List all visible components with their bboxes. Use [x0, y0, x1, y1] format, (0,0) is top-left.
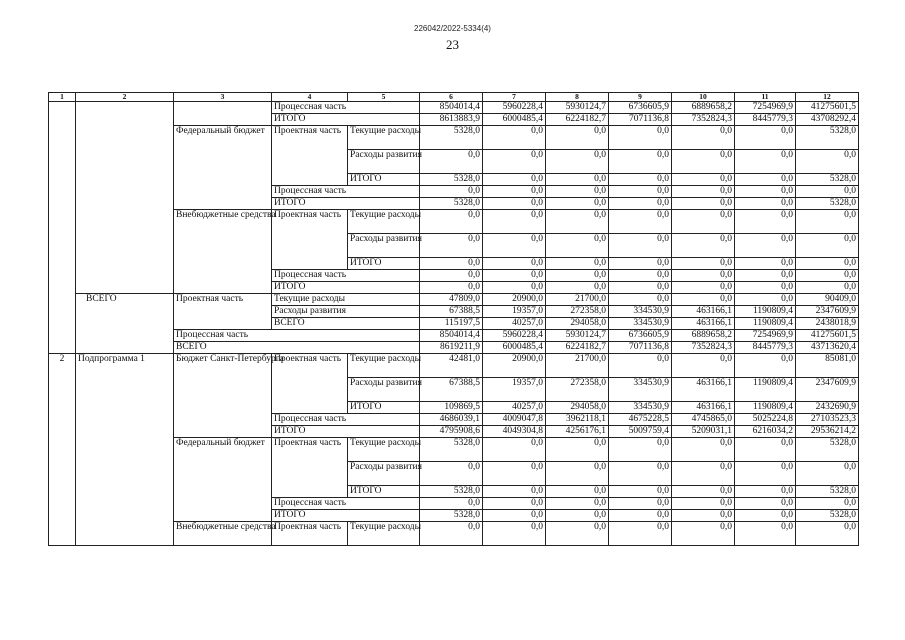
- cell-value: 294058,0: [546, 318, 609, 330]
- cell-expense-type: Текущие расходы: [348, 210, 420, 234]
- table-body: [49, 102, 859, 546]
- cell-value: 47809,0: [420, 294, 483, 306]
- cell-expense-type: Текущие расходы: [348, 126, 420, 150]
- cell-label: Процессная часть: [272, 498, 420, 510]
- cell-part: Проектная часть: [272, 438, 348, 498]
- cell-value: 0,0: [609, 126, 672, 150]
- cell-expense-type: ИТОГО: [348, 258, 420, 270]
- cell-label: Процессная часть: [272, 270, 420, 282]
- cell-value: 0,0: [609, 186, 672, 198]
- cell-value: 0,0: [796, 234, 859, 258]
- cell-label: Текущие расходы: [272, 294, 420, 306]
- cell-value: 5930124,7: [546, 330, 609, 342]
- cell-value: 2347609,9: [796, 306, 859, 318]
- cell-value: 20900,0: [483, 354, 546, 378]
- cell-value: 0,0: [609, 258, 672, 270]
- cell-value: 0,0: [420, 258, 483, 270]
- cell-value: 43713620,4: [796, 342, 859, 354]
- cell-value: 0,0: [672, 354, 735, 378]
- cell-value: 0,0: [420, 462, 483, 486]
- cell-value: 27103523,3: [796, 414, 859, 426]
- cell-value: 0,0: [483, 510, 546, 522]
- cell-part: Проектная часть: [272, 126, 348, 186]
- cell-value: 334530,9: [609, 306, 672, 318]
- cell-value: 115197,5: [420, 318, 483, 330]
- cell-value: 0,0: [672, 462, 735, 486]
- cell-value: 334530,9: [609, 402, 672, 414]
- cell-value: 0,0: [672, 210, 735, 234]
- cell-value: 0,0: [546, 510, 609, 522]
- cell-value: 19357,0: [483, 306, 546, 318]
- cell-label: Процессная часть: [174, 330, 420, 342]
- cell-value: 0,0: [735, 198, 796, 210]
- cell-value: 0,0: [735, 258, 796, 270]
- cell-value: 0,0: [735, 126, 796, 150]
- cell-value: 0,0: [546, 210, 609, 234]
- cell-expense-type: ИТОГО: [348, 402, 420, 414]
- cell-value: 0,0: [546, 186, 609, 198]
- cell-expense-type: Текущие расходы: [348, 354, 420, 378]
- cell-label: ИТОГО: [272, 282, 420, 294]
- cell-value: 0,0: [546, 150, 609, 174]
- cell-value: 0,0: [796, 270, 859, 282]
- cell-value: 0,0: [609, 234, 672, 258]
- cell-value: 0,0: [483, 522, 546, 546]
- cell-value: 85081,0: [796, 354, 859, 378]
- cell-value: 0,0: [483, 234, 546, 258]
- cell-value: 4009047,8: [483, 414, 546, 426]
- cell-value: 0,0: [796, 150, 859, 174]
- cell-value: 0,0: [546, 234, 609, 258]
- cell-value: 0,0: [796, 258, 859, 270]
- cell-value: 0,0: [735, 498, 796, 510]
- cell-value: 0,0: [796, 498, 859, 510]
- cell-value: 0,0: [796, 282, 859, 294]
- cell-value: 0,0: [672, 234, 735, 258]
- cell-value: 0,0: [735, 234, 796, 258]
- cell-value: 5025224,8: [735, 414, 796, 426]
- cell-value: 5328,0: [420, 198, 483, 210]
- cell-value: 7071136,8: [609, 342, 672, 354]
- col-header: 8: [546, 93, 609, 102]
- cell-value: 0,0: [672, 498, 735, 510]
- cell-expense-type: Текущие расходы: [348, 438, 420, 462]
- cell-label: ИТОГО: [272, 114, 420, 126]
- cell-value: 463166,1: [672, 318, 735, 330]
- cell-value: 0,0: [672, 174, 735, 186]
- cell-value: 4686039,1: [420, 414, 483, 426]
- cell-label: Расходы развития: [272, 306, 420, 318]
- cell-value: 5209031,1: [672, 426, 735, 438]
- cell-value: 4049304,8: [483, 426, 546, 438]
- cell-value: 29536214,2: [796, 426, 859, 438]
- cell-funding-source: Внебюджетные средства: [174, 210, 272, 294]
- cell-value: 5328,0: [420, 126, 483, 150]
- cell-value: 0,0: [483, 150, 546, 174]
- cell-value: 0,0: [609, 354, 672, 378]
- cell-value: 6000485,4: [483, 342, 546, 354]
- cell-value: 0,0: [483, 438, 546, 462]
- cell-value: 463166,1: [672, 402, 735, 414]
- cell-value: 0,0: [735, 510, 796, 522]
- cell-value: 0,0: [483, 174, 546, 186]
- cell-value: 6736605,9: [609, 102, 672, 114]
- cell-value: 0,0: [672, 186, 735, 198]
- cell-value: 0,0: [483, 282, 546, 294]
- cell-value: 334530,9: [609, 378, 672, 402]
- cell-value: 0,0: [796, 210, 859, 234]
- cell-value: 0,0: [546, 282, 609, 294]
- cell-value: 5328,0: [420, 486, 483, 498]
- cell-value: 5960228,4: [483, 102, 546, 114]
- cell-value: 1190809,4: [735, 306, 796, 318]
- cell-value: 0,0: [420, 150, 483, 174]
- cell-expense-type: Расходы развития: [348, 150, 420, 174]
- col-header: 2: [76, 93, 174, 102]
- table-row: [49, 294, 859, 306]
- cell-value: 0,0: [483, 186, 546, 198]
- cell-label: Процессная часть: [272, 186, 420, 198]
- cell-value: 0,0: [546, 270, 609, 282]
- cell-value: 21700,0: [546, 294, 609, 306]
- cell-value: 0,0: [735, 486, 796, 498]
- cell-part: Проектная часть: [272, 354, 348, 414]
- cell-value: 0,0: [546, 522, 609, 546]
- cell-value: 2347609,9: [796, 378, 859, 402]
- cell-expense-type: ИТОГО: [348, 486, 420, 498]
- cell-value: 41275601,5: [796, 330, 859, 342]
- cell-value: 0,0: [420, 522, 483, 546]
- cell-value: 8613883,9: [420, 114, 483, 126]
- cell-c1: [49, 102, 76, 354]
- cell-value: 0,0: [796, 186, 859, 198]
- cell-value: 0,0: [609, 282, 672, 294]
- cell-value: 0,0: [735, 462, 796, 486]
- cell-value: 43708292,4: [796, 114, 859, 126]
- cell-value: 0,0: [672, 258, 735, 270]
- cell-value: 0,0: [672, 486, 735, 498]
- cell-value: 0,0: [735, 210, 796, 234]
- cell-value: 5328,0: [420, 510, 483, 522]
- cell-value: 8445779,3: [735, 342, 796, 354]
- cell-value: 0,0: [735, 174, 796, 186]
- cell-value: 1190809,4: [735, 318, 796, 330]
- cell-value: 0,0: [609, 210, 672, 234]
- cell-value: 6000485,4: [483, 114, 546, 126]
- cell-funding-source: Федеральный бюджет: [174, 126, 272, 210]
- cell-expense-type: Текущие расходы: [348, 522, 420, 546]
- cell-value: 67388,5: [420, 378, 483, 402]
- table-row: [49, 354, 859, 378]
- cell-value: 0,0: [609, 486, 672, 498]
- col-header: 12: [796, 93, 859, 102]
- cell-label: Процессная часть: [272, 414, 420, 426]
- col-header: 4: [272, 93, 348, 102]
- cell-value: 294058,0: [546, 402, 609, 414]
- col-header: 5: [348, 93, 420, 102]
- cell-value: 5328,0: [796, 510, 859, 522]
- table-row: [49, 102, 859, 114]
- cell-label: ИТОГО: [272, 426, 420, 438]
- cell-value: 0,0: [483, 486, 546, 498]
- cell-value: 40257,0: [483, 402, 546, 414]
- cell-value: 0,0: [735, 186, 796, 198]
- col-header: 7: [483, 93, 546, 102]
- cell-value: 109869,5: [420, 402, 483, 414]
- cell-label: ВСЕГО: [272, 318, 420, 330]
- cell-expense-type: Расходы развития: [348, 462, 420, 486]
- cell-value: 6889658,2: [672, 102, 735, 114]
- cell-section-label: ВСЕГО: [76, 294, 174, 354]
- cell-c3: [174, 102, 272, 126]
- cell-value: 0,0: [546, 126, 609, 150]
- cell-value: 7352824,3: [672, 114, 735, 126]
- cell-part: Проектная часть: [272, 210, 348, 270]
- cell-value: 5328,0: [796, 486, 859, 498]
- cell-value: 67388,5: [420, 306, 483, 318]
- cell-value: 6224182,7: [546, 114, 609, 126]
- cell-value: 4745865,0: [672, 414, 735, 426]
- cell-value: 0,0: [609, 438, 672, 462]
- cell-value: 0,0: [546, 462, 609, 486]
- cell-value: 2438018,9: [796, 318, 859, 330]
- cell-value: 0,0: [672, 150, 735, 174]
- cell-value: 0,0: [609, 462, 672, 486]
- col-header: 9: [609, 93, 672, 102]
- cell-value: 42481,0: [420, 354, 483, 378]
- cell-value: 6736605,9: [609, 330, 672, 342]
- cell-value: 0,0: [609, 150, 672, 174]
- cell-subprogram: Подпрограмма 1: [76, 354, 174, 546]
- cell-value: 0,0: [735, 270, 796, 282]
- cell-value: 5328,0: [420, 438, 483, 462]
- cell-value: 5328,0: [796, 126, 859, 150]
- cell-value: 0,0: [672, 270, 735, 282]
- cell-value: 0,0: [420, 270, 483, 282]
- cell-value: 0,0: [420, 186, 483, 198]
- cell-value: 7352824,3: [672, 342, 735, 354]
- cell-value: 0,0: [483, 270, 546, 282]
- cell-label: Процессная часть: [272, 102, 420, 114]
- cell-value: 5328,0: [796, 174, 859, 186]
- cell-value: 0,0: [420, 498, 483, 510]
- column-header-row: [49, 93, 859, 102]
- cell-value: 5960228,4: [483, 330, 546, 342]
- cell-value: 0,0: [609, 498, 672, 510]
- cell-value: 0,0: [672, 198, 735, 210]
- cell-value: 5328,0: [796, 198, 859, 210]
- cell-value: 0,0: [672, 522, 735, 546]
- cell-row-number: 2: [49, 354, 76, 546]
- cell-value: 4256176,1: [546, 426, 609, 438]
- cell-value: 4675228,5: [609, 414, 672, 426]
- cell-value: 334530,9: [609, 318, 672, 330]
- cell-value: 4795908,6: [420, 426, 483, 438]
- cell-value: 0,0: [735, 522, 796, 546]
- cell-value: 0,0: [483, 498, 546, 510]
- cell-value: 0,0: [609, 510, 672, 522]
- cell-expense-type: Расходы развития: [348, 378, 420, 402]
- cell-value: 0,0: [672, 126, 735, 150]
- cell-value: 3962118,1: [546, 414, 609, 426]
- cell-value: 0,0: [546, 498, 609, 510]
- cell-value: 1190809,4: [735, 378, 796, 402]
- cell-funding-source: Федеральный бюджет: [174, 438, 272, 522]
- cell-value: 6889658,2: [672, 330, 735, 342]
- cell-value: 8619211,9: [420, 342, 483, 354]
- cell-value: 463166,1: [672, 378, 735, 402]
- cell-value: 0,0: [546, 198, 609, 210]
- cell-value: 0,0: [483, 210, 546, 234]
- cell-value: 0,0: [796, 462, 859, 486]
- cell-value: 5328,0: [420, 174, 483, 186]
- cell-value: 19357,0: [483, 378, 546, 402]
- cell-part: Проектная часть: [272, 522, 348, 546]
- cell-value: 8445779,3: [735, 114, 796, 126]
- cell-expense-type: ИТОГО: [348, 174, 420, 186]
- cell-value: 90409,0: [796, 294, 859, 306]
- col-header: 1: [49, 93, 76, 102]
- col-header: 3: [174, 93, 272, 102]
- cell-value: 0,0: [609, 174, 672, 186]
- cell-value: 0,0: [420, 234, 483, 258]
- cell-value: 1190809,4: [735, 402, 796, 414]
- cell-value: 20900,0: [483, 294, 546, 306]
- cell-value: 0,0: [609, 294, 672, 306]
- cell-value: 6216034,2: [735, 426, 796, 438]
- col-header: 6: [420, 93, 483, 102]
- cell-c2: [76, 102, 174, 294]
- cell-value: 272358,0: [546, 306, 609, 318]
- cell-value: 40257,0: [483, 318, 546, 330]
- cell-value: 0,0: [735, 294, 796, 306]
- cell-value: 0,0: [672, 282, 735, 294]
- col-header: 11: [735, 93, 796, 102]
- cell-value: 0,0: [672, 438, 735, 462]
- document-number: 226042/2022-5334(4): [414, 24, 491, 33]
- cell-value: 0,0: [420, 282, 483, 294]
- cell-value: 5009759,4: [609, 426, 672, 438]
- cell-label: ИТОГО: [272, 198, 420, 210]
- page-number: 23: [446, 37, 459, 52]
- cell-value: 0,0: [672, 294, 735, 306]
- cell-expense-type: Расходы развития: [348, 234, 420, 258]
- cell-value: 0,0: [483, 462, 546, 486]
- cell-value: 272358,0: [546, 378, 609, 402]
- cell-value: 0,0: [609, 198, 672, 210]
- cell-value: 0,0: [735, 150, 796, 174]
- cell-funding-source: Внебюджетные средства: [174, 522, 272, 546]
- cell-value: 0,0: [735, 354, 796, 378]
- cell-value: 8504014,4: [420, 330, 483, 342]
- cell-value: 2432690,9: [796, 402, 859, 414]
- cell-value: 0,0: [483, 198, 546, 210]
- cell-value: 0,0: [546, 438, 609, 462]
- cell-value: 6224182,7: [546, 342, 609, 354]
- cell-value: 0,0: [672, 510, 735, 522]
- cell-part: Проектная часть: [174, 294, 272, 330]
- cell-value: 0,0: [483, 258, 546, 270]
- cell-value: 0,0: [735, 282, 796, 294]
- cell-value: 0,0: [546, 486, 609, 498]
- cell-funding-source: Бюджет Санкт-Петербурга: [174, 354, 272, 438]
- cell-value: 0,0: [546, 258, 609, 270]
- cell-value: 0,0: [735, 438, 796, 462]
- cell-value: 7071136,8: [609, 114, 672, 126]
- cell-value: 41275601,5: [796, 102, 859, 114]
- cell-value: 7254969,9: [735, 330, 796, 342]
- cell-value: 5328,0: [796, 438, 859, 462]
- cell-label: ВСЕГО: [174, 342, 420, 354]
- cell-value: 463166,1: [672, 306, 735, 318]
- cell-value: 7254969,9: [735, 102, 796, 114]
- cell-value: 0,0: [796, 522, 859, 546]
- col-header: 10: [672, 93, 735, 102]
- budget-table: [48, 92, 859, 546]
- cell-value: 0,0: [483, 126, 546, 150]
- cell-value: 0,0: [609, 522, 672, 546]
- cell-value: 21700,0: [546, 354, 609, 378]
- cell-value: 8504014,4: [420, 102, 483, 114]
- cell-label: ИТОГО: [272, 510, 420, 522]
- cell-value: 0,0: [546, 174, 609, 186]
- cell-value: 5930124,7: [546, 102, 609, 114]
- cell-value: 0,0: [420, 210, 483, 234]
- cell-value: 0,0: [609, 270, 672, 282]
